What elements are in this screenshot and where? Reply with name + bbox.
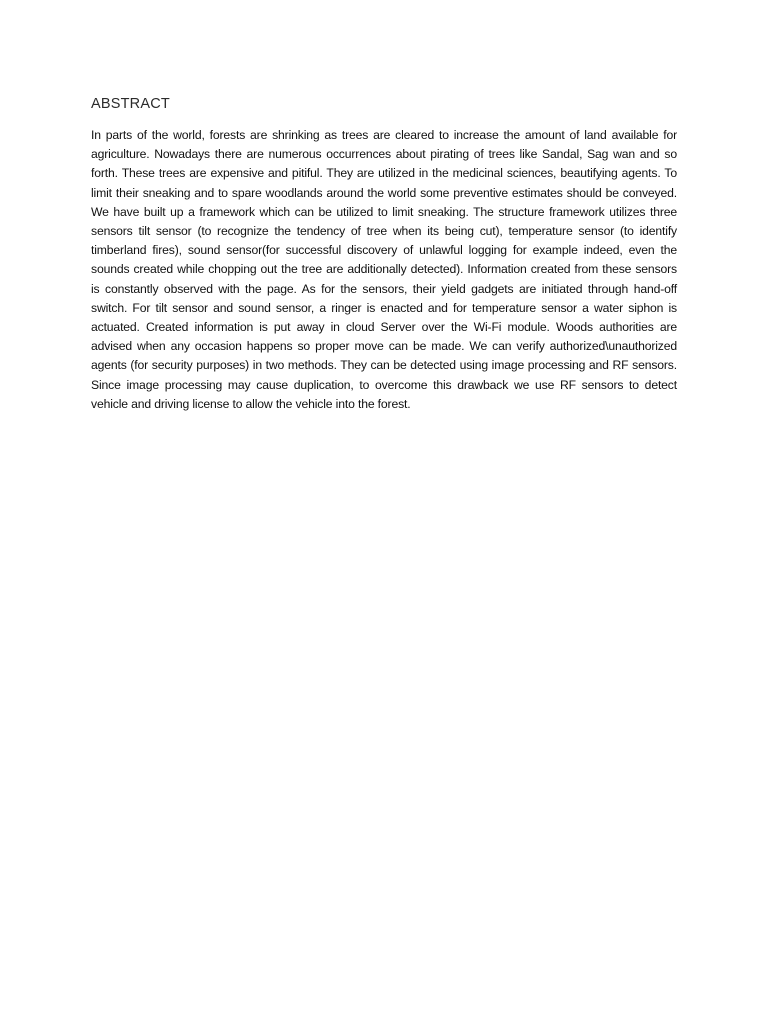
abstract-paragraph: In parts of the world, forests are shrinking as trees are cleared to increase the amount of land available for agriculture. Nowadays there are numerous occurrences about pirating of trees like Sandal, Sag wan and so forth. These trees are expensive and pitiful. They are utilized in the medicinal sciences, beautifying agents. To limit their sneaking and to spare woodlands around the world some preventive estimates should be conveyed. We have built up a framework which can be utilized to limit sneaking. The structure framework utilizes three sensors tilt sensor (to recognize the tendency of tree when its being cut), temperature sensor (to identify timberland fires), sound sensor(for successful discovery of unlawful logging for example indeed, even the sounds created while chopping out the tree are additionally detected). Information created from these sensors is constantly observed with the page. As for the sensors, their yield gadgets are initiated through hand-off switch. For tilt sensor and sound sensor, a ringer is enacted and for temperature sensor a water siphon is actuated. Created information is put away in cloud Server over the Wi-Fi module. Woods authorities are advised when any occasion happens so proper move can be made. We can verify authorized\unauthorized agents (for security purposes) in two methods. They can be detected using image processing and RF sensors. Since image processing may cause duplication, to overcome this drawback we use RF sensors to detect vehicle and driving license to allow the vehicle into the forest. — [91, 128, 677, 411]
abstract-heading: ABSTRACT — [91, 96, 170, 112]
abstract-section — [91, 96, 677, 414]
